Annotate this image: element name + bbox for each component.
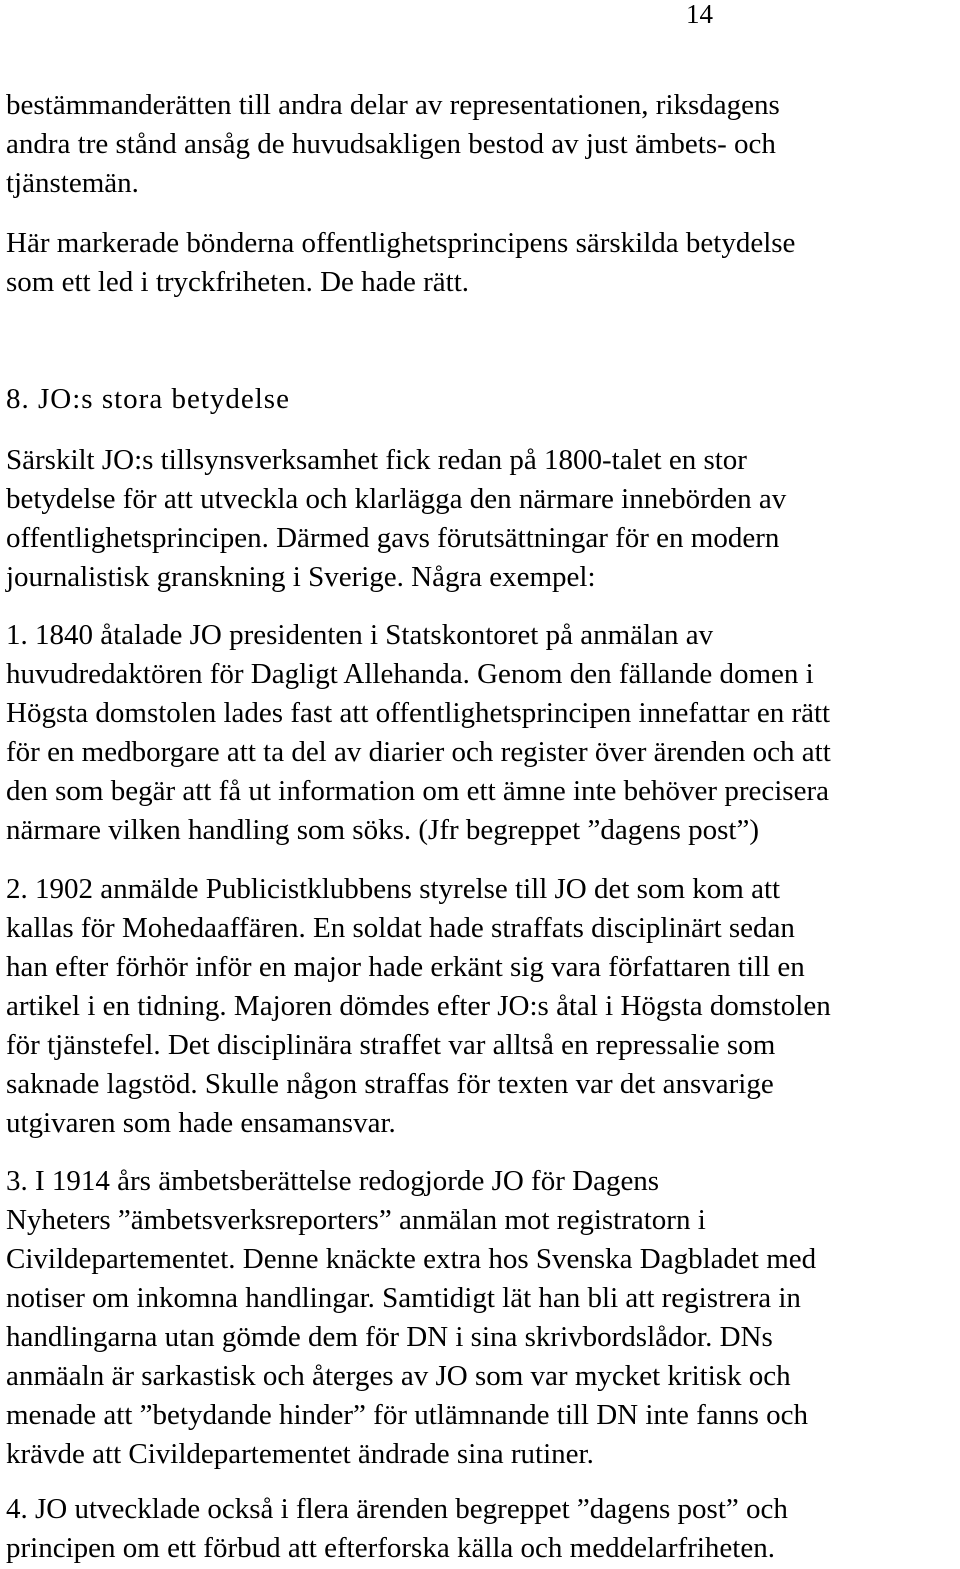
text-line: Här markerade bönderna offentlighetsprincipens särskilda betydelse [6, 227, 796, 259]
paragraph-bonderna [6, 224, 960, 302]
paragraph-jo [6, 441, 960, 597]
text-line: bestämmanderätten till andra delar av representationen, riksdagens [6, 89, 780, 121]
text-line: den som begär att få ut information om ett ämne inte behöver precisera [6, 775, 829, 807]
paragraph-example-2 [6, 870, 960, 1143]
section-heading [6, 380, 960, 419]
text-line: offentlighetsprincipen. Därmed gavs förutsättningar för en modern [6, 522, 780, 554]
paragraph-example-4 [6, 1490, 960, 1568]
heading-text: 8. JO:s stora betydelse [6, 383, 290, 415]
text-line: Högsta domstolen lades fast att offentlighetsprincipen innefattar en rätt [6, 697, 831, 729]
text-line: tjänstemän. [6, 167, 139, 199]
text-line: han efter förhör inför en major hade erkänt sig vara författaren till en [6, 951, 805, 983]
paragraph-example-3 [6, 1162, 960, 1474]
text-line: närmare vilken handling som söks. (Jfr begreppet ”dagens post”) [6, 814, 759, 846]
text-line: Nyheters ”ämbetsverksreporters” anmälan mot registratorn i [6, 1204, 706, 1236]
paragraph-intro [6, 86, 960, 203]
text-line: handlingarna utan gömde dem för DN i sina skrivbordslådor. DNs [6, 1321, 773, 1353]
text-line: artikel i en tidning. Majoren dömdes efter JO:s åtal i Högsta domstolen [6, 990, 831, 1022]
text-line: Särskilt JO:s tillsynsverksamhet fick redan på 1800-talet en stor [6, 444, 747, 476]
text-line: andra tre stånd ansåg de huvudsakligen bestod av just ämbets- och [6, 128, 776, 160]
text-line: principen om ett förbud att efterforska källa och meddelarfriheten. [6, 1532, 775, 1564]
text-line: menade att ”betydande hinder” för utlämnande till DN inte fanns och [6, 1399, 809, 1431]
text-line: anmäaln är sarkastisk och återges av JO som var mycket kritisk och [6, 1360, 791, 1392]
text-line: saknade lagstöd. Skulle någon straffas för texten var det ansvarige [6, 1068, 774, 1100]
text-line: krävde att Civildepartementet ändrade sina rutiner. [6, 1438, 594, 1470]
text-line: betydelse för att utveckla och klarlägga den närmare innebörden av [6, 483, 787, 515]
page-number: 14 [686, 0, 713, 29]
text-line: huvudredaktören för Dagligt Allehanda. Genom den fällande domen i [6, 658, 814, 690]
text-line: 4. JO utvecklade också i flera ärenden begreppet ”dagens post” och [6, 1493, 788, 1525]
paragraph-example-1 [6, 616, 960, 850]
text-line: journalistisk granskning i Sverige. Några exempel: [6, 561, 596, 593]
text-line: notiser om inkomna handlingar. Samtidigt lät han bli att registrera in [6, 1282, 801, 1314]
text-line: utgivaren som hade ensamansvar. [6, 1107, 396, 1139]
text-line: för tjänstefel. Det disciplinära straffet var alltså en repressalie som [6, 1029, 776, 1061]
text-line: 2. 1902 anmälde Publicistklubbens styrelse till JO det som kom att [6, 873, 781, 905]
text-line: för en medborgare att ta del av diarier och register över ärenden och att [6, 736, 831, 768]
text-line: kallas för Mohedaaffären. En soldat hade straffats disciplinärt sedan [6, 912, 795, 944]
text-line: som ett led i tryckfriheten. De hade rätt. [6, 266, 470, 298]
text-line: Civildepartementet. Denne knäckte extra hos Svenska Dagbladet med [6, 1243, 817, 1275]
text-line: 1. 1840 åtalade JO presidenten i Statskontoret på anmälan av [6, 619, 714, 651]
text-line: 3. I 1914 års ämbetsberättelse redogjorde JO för Dagens [6, 1165, 660, 1197]
